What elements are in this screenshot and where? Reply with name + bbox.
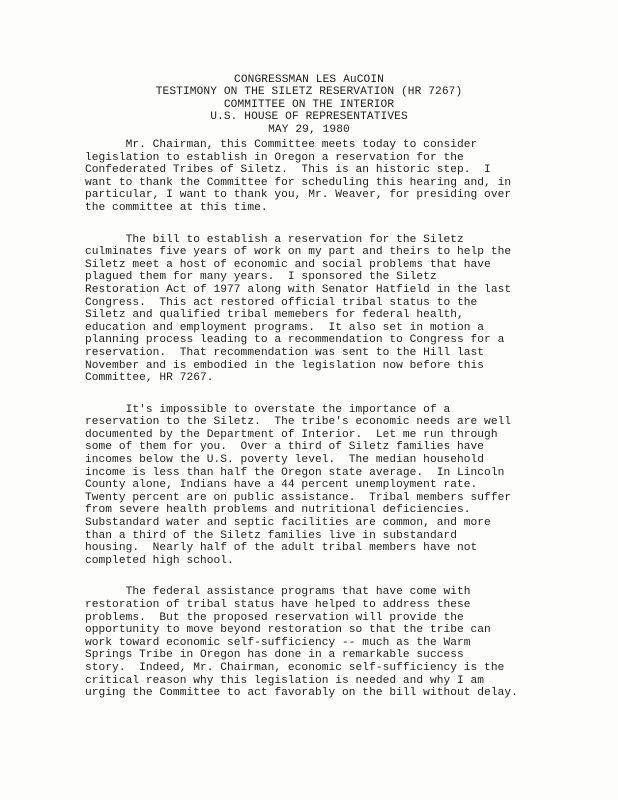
text-line: planning process leading to a recommendation to Congress for a [85,334,505,347]
text-line: work toward economic self-sufficiency -- much as the Warm [85,636,471,649]
text-line: critical reason why this legislation is needed and why I am [85,674,485,687]
text-line: Siletz and qualified tribal memebers for federal health, [85,309,464,322]
text-line: plagued them for many years. I sponsored the Siletz [85,271,437,284]
text-line: reservation. That recommendation was sent to the Hill last [85,346,485,359]
text-line: story. Indeed, Mr. Chairman, economic self-sufficiency is the [85,661,505,674]
text-line: housing. Nearly half of the adult tribal members have not [85,542,478,555]
text-line: education and employment programs. It also set in motion a [85,321,485,334]
paragraph-1 [85,139,605,215]
text-line: Mr. Chairman, this Committee meets today to consider [85,139,478,151]
text-line: urging the Committee to act favorably on the bill without delay. [85,687,518,700]
text-line: Springs Tribe in Oregon has done in a remarkable success [85,649,464,662]
header-line-date: MAY 29, 1980 [268,123,350,136]
text-line: It's impossible to overstate the importance of a [85,403,451,416]
text-line: culminates five years of work on my part and theirs to help the [85,246,512,259]
text-line: The bill to establish a reservation for the Siletz [85,233,464,246]
text-line: problems. But the proposed reservation will provide the [85,611,464,624]
header-line-committee: COMMITTEE ON THE INTERIOR [223,98,395,111]
header-line-title: TESTIMONY ON THE SILETZ RESERVATION (HR 7267) [155,86,463,99]
paragraph-4 [85,586,605,699]
testimony-body [85,139,605,719]
testimony-header [0,74,618,136]
paragraph-2 [85,234,605,385]
text-line: opportunity to move beyond restoration so that the tribe can [85,624,491,637]
text-line: reservation to the Siletz. The tribe's economic needs are well [85,416,512,429]
text-line: income is less than half the Oregon state average. In Lincoln [85,466,505,479]
text-line: want to thank the Committee for scheduling this hearing and, in [85,176,512,189]
text-line: Confederated Tribes of Siletz. This is an historic step. I [85,164,491,177]
text-line: County alone, Indians have a 44 percent unemployment rate. [85,479,478,492]
text-line: restoration of tribal status have helped to address these [85,599,471,611]
text-line: Committee, HR 7267. [85,372,214,385]
header-line-speaker: CONGRESSMAN LES AuCOIN [234,74,384,86]
text-line: than a third of the Siletz families live in substandard [85,529,457,542]
text-line: some of them for you. Over a third of Siletz families have [85,441,485,454]
text-line: incomes below the U.S. poverty level. The median household [85,454,485,467]
text-line: documented by the Department of Interior. Let me run through [85,428,498,441]
paragraph-3 [85,404,605,568]
text-line: from severe health problems and nutritional deficiencies. [85,504,471,517]
text-line: Congress. This act restored official tribal status to the [85,296,478,309]
text-line: Restoration Act of 1977 along with Senator Hatfield in the last [85,283,512,296]
text-line: legislation to establish in Oregon a reservation for the [85,151,464,164]
text-line: completed high school. [85,554,234,567]
text-line: Twenty percent are on public assistance. Tribal members suffer [85,491,512,504]
text-line: particular, I want to thank you, Mr. Weaver, for presiding over [85,189,512,202]
header-line-house: U.S. HOUSE OF REPRESENTATIVES [210,111,408,124]
text-line: Substandard water and septic facilities are common, and more [85,517,491,530]
text-line: The federal assistance programs that have come with [85,586,471,599]
text-line: the committee at this time. [85,201,268,214]
text-line: Siletz meet a host of economic and social problems that have [85,258,491,271]
text-line: November and is embodied in the legislation now before this [85,359,485,372]
